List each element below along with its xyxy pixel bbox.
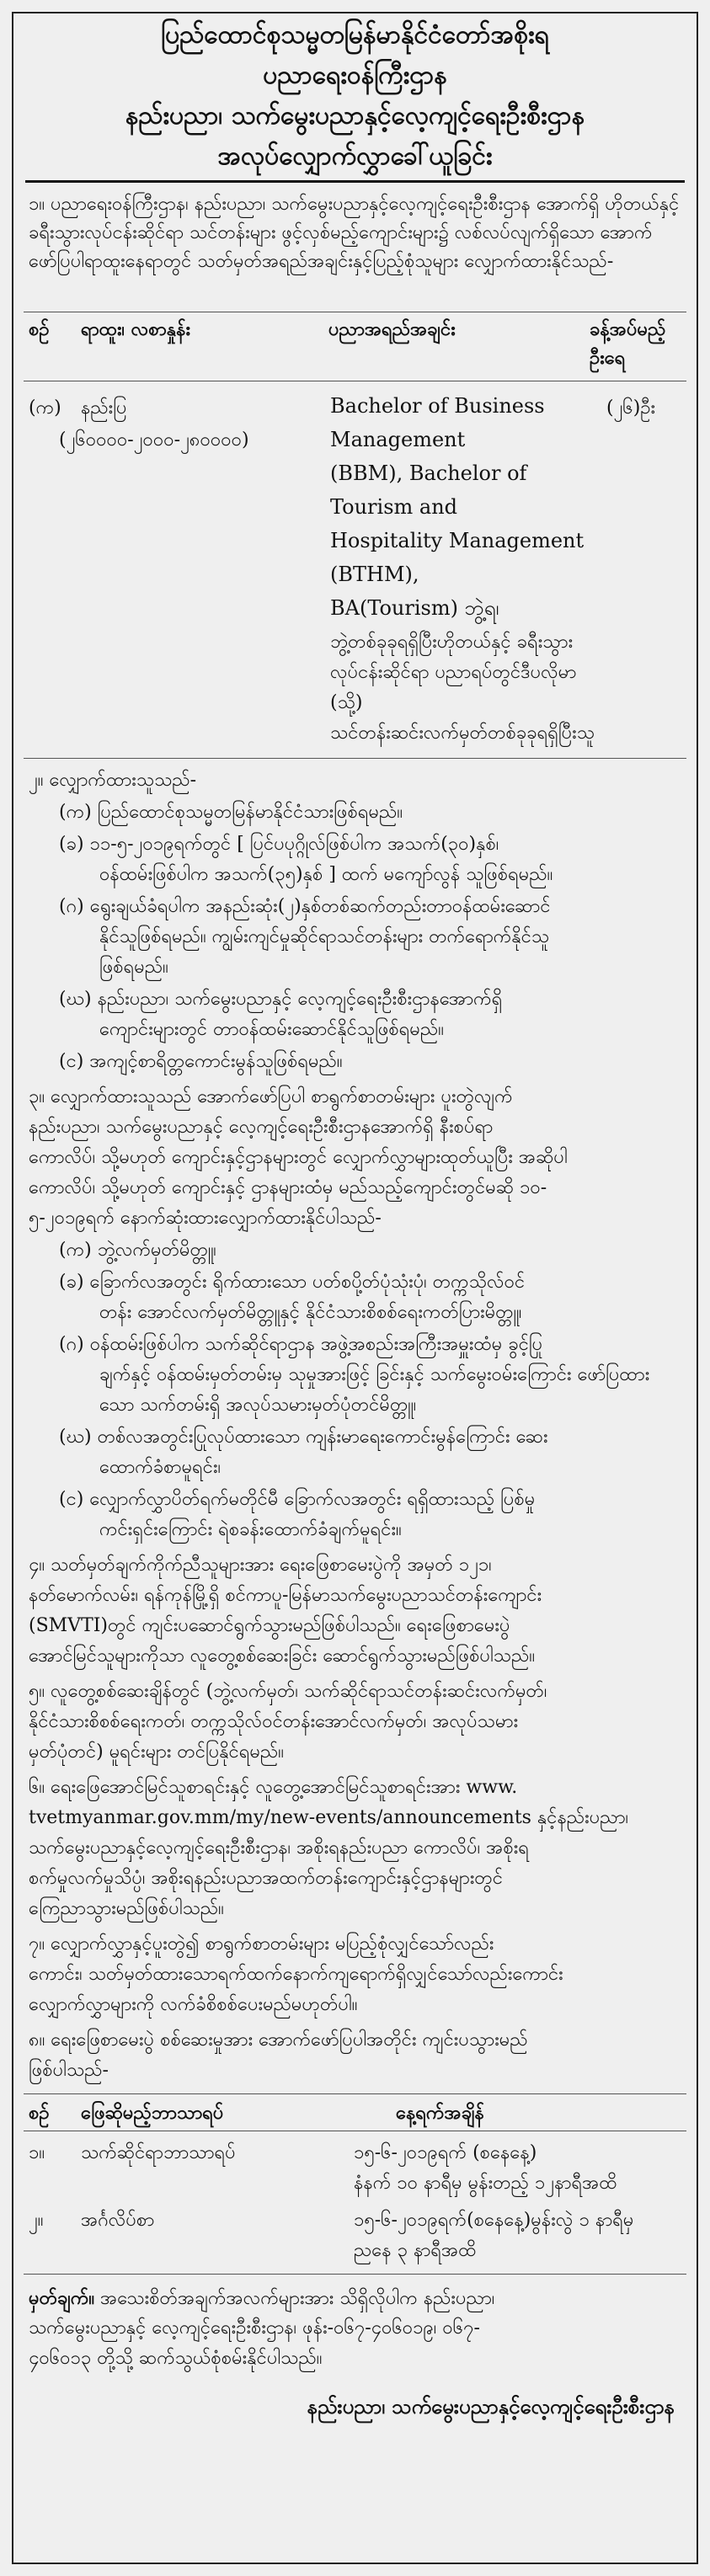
qualification-line: BA(Tourism) ဘွဲ့ရ၊ [330,596,499,620]
qualification-line: Hospitality Management [330,529,585,552]
exam-row-no: ၂။ [29,2210,44,2231]
section-2-item: (ခ) ၁၁-၅-၂၀၁၉ရက်တွင် [ ပြင်ပပုဂ္ဂိုလ်ဖြစ်ပါက အသက်(၃၀)နှစ်၊ [59,834,499,855]
qualification-line: Management [330,428,466,451]
section-3-item: (ခ) ခြောက်လအတွင်း ရိုက်ထားသော ပတ်စပို့တ်ပုံသုံးပုံ၊ တက္ကသိုလ်ဝင် [59,1272,526,1293]
section-6-line: ၆။ ရေးဖြေအောင်မြင်သူစာရင်းနှင့် လူတွေ့အောင်မြင်သူစာရင်းအား www. [29,1777,518,1798]
section-6-line: သက်မွေးပညာနှင့်လေ့ကျင့်ရေးဦးစီးဌာန၊ အစိုးရနည်းပညာ ကောလိပ်၊ အစိုးရ [29,1837,529,1859]
note-line: သက်မွေးပညာနှင့် လေ့ကျင့်ရေးဦးစီးဌာန၊ ဖုန်း-၀၆၇-၄၀၆၀၁၉၊ ၀၆၇- [29,2317,480,2339]
table-header-qual: ပညာအရည်အချင်း [328,318,456,340]
note-text: အသေးစိတ်အချက်အလက်များအား သိရှိလိုပါက နည်းပညာ၊ [94,2288,495,2309]
section-3-item: ထောက်ခံစာမူရင်း၊ [99,1457,222,1478]
table-bottom-rule [24,758,686,759]
exam-row-time: နံနက် ၁၀ နာရီမှ မွန်းတည့် ၁၂နာရီအထိ [354,2173,617,2194]
issuer-signature: နည်းပညာ၊ သက်မွေးပညာနှင့်လေ့ကျင့်ရေးဦးစီးဌာန [307,2394,675,2419]
section-7-line: လျှောက်လွှာများကို လက်ခံစိစစ်ပေးမည်မဟုတ်ပါ။ [29,1994,358,2015]
note-line: ၄၀၆၀၁၃ တို့သို့ ဆက်သွယ်စုံစမ်းနိုင်ပါသည်။ [29,2348,323,2369]
table-row-salary: (၂၆၀၀၀၀-၂၀၀၀-၂၈၀၀၀၀) [59,429,249,451]
qualification-line: လုပ်ငန်းဆိုင်ရာ ပညာရပ်တွင်ဒီပလိုမာ [330,662,577,683]
header-line-1: ပြည်ထောင်စုသမ္မတမြန်မာနိုင်ငံတော်အစိုးရ [161,20,549,50]
section-4-line: ၄။ သတ်မှတ်ချက်ကိုက်ညီသူများအား ရေးဖြေစာမေးပွဲကို အမှတ် ၁၂၁၊ [29,1555,492,1576]
section-7-line: ၇။ လျှောက်လွှာနှင့်ပူးတွဲ၍ စာရွက်စာတမ်းများ မပြည့်စုံလျှင်သော်လည်း [29,1933,494,1955]
section-3-item: (ဂ) ဝန်ထမ်းဖြစ်ပါက သက်ဆိုင်ရာဌာန အဖွဲ့အစည်းအကြီးအမှူးထံမှ ခွင့်ပြု [59,1334,543,1355]
section-4-line: (SMVTI)တွင် ကျင်းပဆောင်ရွက်သွားမည်ဖြစ်ပါသည်။ ရေးဖြေစာမေးပွဲ [29,1615,510,1636]
exam-header-no: စဉ် [29,2102,50,2124]
intro-paragraph: ၁။ ပညာရေးဝန်ကြီးဌာန၊ နည်းပညာ၊ သက်မွေးပညာနှင့်လေ့ကျင့်ရေးဦးစီးဌာန အောက်ရှိ ဟိုတယ်နှင့်ခရီးသွားလုပ်ငန်းဆိုင်ရာ သင်တန်းများ ဖွင့်လှစ်မည့်ကျောင်းများ၌ လစ်လပ်လျက်ရှိသော အောက်ဖော်ပြပါရာထူးနေရာတွင် သတ်မှတ်အရည်အချင်းနှင့်ပြည့်စုံသူများ လျှောက်ထားနိုင်သည်- [29,194,680,272]
section-3-item: ကင်းရှင်းကြောင်း ရဲစခန်းထောက်ခံချက်မူရင်း။ [99,1519,402,1540]
section-2-item: (ဂ) ရွေးချယ်ခံရပါက အနည်းဆုံး(၂)နှစ်တစ်ဆက်တည်းတာဝန်ထမ်းဆောင် [59,896,551,917]
table-header-count: ခန့်အပ်မည့် ဦးရေ [590,318,666,369]
section-2-item: (က) ပြည်ထောင်စုသမ္မတမြန်မာနိုင်ငံသားဖြစ်ရမည်။ [59,802,403,823]
qualification-line: Bachelor of Business [330,394,545,418]
section-5-line: မှတ်ပုံတင်) မူရင်းများ တင်ပြနိုင်ရမည်။ [29,1741,284,1763]
section-6-url-line: tvetmyanmar.gov.mm/my/new-events/announcements နှင့်နည်းပညာ၊ [29,1807,629,1828]
section-2-item: ဖြစ်ရမည်။ [99,957,168,978]
table-header-post: ရာထူး၊ လစာနှုန်း [81,318,191,340]
qualification-line: (BBM), Bachelor of [330,461,527,485]
section-3-item: (င) လျှောက်လွှာပိတ်ရက်မတိုင်မီ ခြောက်လအတွင်း ရရှိထားသည့် ပြစ်မှု [59,1489,536,1510]
section-2-item: (င) အကျင့်စာရိတ္တကောင်းမွန်သူဖြစ်ရမည်။ [59,1051,343,1072]
qualification-line: (BTHM), [330,563,419,586]
section-5-line: နိုင်ငံသားစိစစ်ရေးကတ်၊ တက္ကသိုလ်ဝင်တန်းအောင်လက်မှတ်၊ အလုပ်သမား [29,1711,519,1732]
section-3-line: ကောလိပ်၊ သို့မဟုတ် ကျောင်းနှင့်ဌာနများတွင် လျှောက်လွှာများထုတ်ယူပြီး အဆိုပါ [29,1147,568,1168]
exam-table-top-rule [24,2093,686,2094]
header-line-2: ပညာရေးဝန်ကြီးဌာန [263,61,447,90]
page-title: အလုပ်လျှောက်လွှာခေါ်ယူခြင်း [217,141,493,171]
section-3-item: သော သက်တမ်းရှိ အလုပ်သမားမှတ်ပုံတင်မိတ္တူ၊ [99,1395,417,1416]
qualification-line: သင်တန်းဆင်းလက်မှတ်တစ်ခုခုရရှိပြီးသူ [330,723,595,744]
section-3-line: ကောလိပ်၊ သို့မဟုတ် ကျောင်းနှင့် ဌာနများထံမှ မည်သည့်ကျောင်းတွင်မဆို ၁၀- [29,1177,547,1198]
section-4-line: အောင်မြင်သူများကိုသာ လူတွေ့စစ်ဆေးခြင်း ဆောင်ရွက်သွားမည်ဖြစ်ပါသည်။ [29,1645,536,1667]
qualification-line: (သို့) [330,692,363,713]
section-3-line: ၅-၂၀၁၉ရက် နောက်ဆုံးထားလျှောက်ထားနိုင်ပါသည်- [29,1208,382,1229]
section-5-line: ၅။ လူတွေ့စစ်ဆေးချိန်တွင် (ဘွဲ့လက်မှတ်၊ သက်ဆိုင်ရာသင်တန်းဆင်းလက်မှတ်၊ [29,1681,547,1702]
section-3-line: နည်းပညာ၊ သက်မွေးပညာနှင့် လေ့ကျင့်ရေးဦးစီးဌာနအောက်ရှိ နီးစပ်ရာ [29,1117,494,1138]
section-6-line: စက်မှုလက်မှုသိပ္ပံ၊ အစိုးရနည်းပညာအထက်တန်းကျောင်းနှင့်ဌာနများတွင် [29,1868,504,1889]
section-8-line: ၈။ ရေးဖြေစာမေးပွဲ စစ်ဆေးမှုအား အောက်ဖော်ပြပါအတိုင်း ကျင်းပသွားမည် [29,2029,528,2051]
exam-row-no: ၁။ [29,2142,45,2163]
section-3-item: တန်း အောင်လက်မှတ်မိတ္တူနှင့် နိုင်ငံသားစိစစ်ရေးကတ်ပြားမိတ္တူ၊ [99,1302,522,1323]
exam-row-subject: အင်္ဂလိပ်စာ [81,2210,155,2231]
exam-row-date: ၁၅-၆-၂၀၁၉ရက် (စနေနေ့) [354,2142,537,2163]
section-4-line: နတ်မောက်လမ်း၊ ရန်ကုန်မြို့ရှိ စင်ကာပူ-မြန်မာသက်မွေးပညာသင်တန်းကျောင်း [29,1585,542,1606]
exam-row-time: ညနေ ၃ နာရီအထိ [354,2240,477,2261]
section-8-line: ဖြစ်ပါသည်- [29,2060,109,2081]
note-label: မှတ်ချက်။ [29,2287,95,2309]
header-divider [25,180,685,183]
exam-header-date: နေ့ရက်အချိန် [396,2102,484,2124]
section-3-line: ၃။ လျှောက်ထားသူသည် အောက်ဖော်ပြပါ စာရွက်စာတမ်းများ ပူးတွဲလျက် [29,1086,513,1107]
section-2-item: (ဃ) နည်းပညာ၊ သက်မွေးပညာနှင့် လေ့ကျင့်ရေးဦးစီးဌာနအောက်ရှိ [59,989,503,1010]
section-7-line: ကောင်း၊ သတ်မှတ်ထားသောရက်ထက်နောက်ကျရောက်ရှိလျှင်သော်လည်းကောင်း [29,1964,563,1985]
section-2-item: နိုင်သူဖြစ်ရမည်။ ကျွမ်းကျင်မှုဆိုင်ရာသင်တန်းများ တက်ရောက်နိုင်သူ [99,926,550,947]
section-2-item: ကျောင်းများတွင် တာဝန်ထမ်းဆောင်နိုင်သူဖြစ်ရမည်။ [99,1019,444,1040]
exam-row-subject: သက်ဆိုင်ရာဘာသာရပ် [81,2142,236,2163]
section-2-title: ၂။ လျှောက်ထားသူသည်- [29,770,197,791]
section-3-item: ချက်နှင့် ဝန်ထမ်းမှတ်တမ်းမှ သုမှုအားဖြင့် ခြင်းနှင့် သက်မွေးဝမ်းကြောင်း ဖော်ပြထား [99,1364,650,1385]
qualification-line: ဘွဲ့တစ်ခုခုရရှိပြီးဟိုတယ်နှင့် ခရီးသွား [330,632,574,653]
header-line-3: နည်းပညာ၊ သက်မွေးပညာနှင့်လေ့ကျင့်ရေးဦးစီးဌာန [125,101,585,131]
section-3-item: (ဃ) တစ်လအတွင်းပြုလုပ်ထားသော ကျန်းမာရေးကောင်းမွန်ကြောင်း ဆေး [59,1427,548,1448]
section-2-item: ဝန်ထမ်းဖြစ်ပါက အသက်(၃၅)နှစ် ] ထက် မကျော်လွန် သူဖြစ်ရမည်။ [99,864,553,885]
qualification-line: Tourism and [330,495,458,519]
exam-header-subject: ဖြေဆိုမည့်ဘာသာရပ် [81,2102,224,2124]
note-line-1 [29,2284,681,2313]
section-6-line: ကြေညာသွားမည်ဖြစ်ပါသည်။ [29,1898,224,1919]
table-header-no: စဉ် [29,318,50,340]
table-row-post: နည်းပြ [81,397,127,419]
section-3-item: (က) ဘွဲ့လက်မှတ်မိတ္တူ၊ [59,1240,216,1261]
exam-table-bottom-rule [24,2274,686,2275]
table-row-count: (၂၆)ဦး [606,397,656,419]
table-row-no: (က) [29,397,61,419]
exam-row-date: ၁၅-၆-၂၀၁၉ရက်(စနေနေ့)မွန်းလွဲ ၁ နာရီမှ [354,2210,634,2231]
